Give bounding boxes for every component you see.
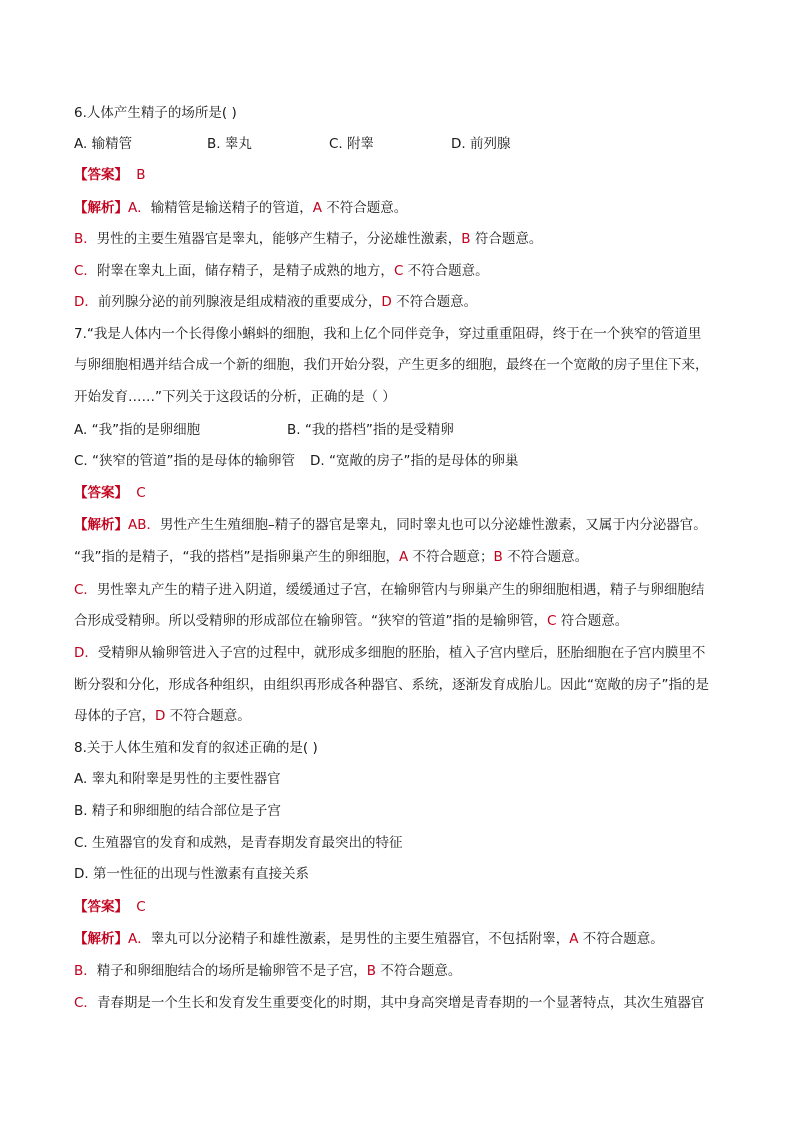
q6-option-a: A. 输精管 (74, 136, 133, 152)
analysis-option-ref: A (398, 549, 409, 565)
analysis-option: C． (74, 263, 97, 279)
analysis-text: 男性产生生殖细胞–精子的器官是睾丸，同时睾丸也可以分泌雄性激素，又属于内分泌器官。 (160, 517, 707, 533)
analysis-option-ref: C (393, 263, 404, 279)
q6-analysis-d (74, 292, 477, 312)
analysis-label: 【解析】 (74, 200, 128, 216)
analysis-text-tail: 不符合题意。 (403, 263, 489, 279)
q6-option-c: C. 附睾 (329, 136, 375, 152)
q8-option-d: D. 第一性征的出现与性激素有直接关系 (74, 866, 309, 882)
analysis-option: B． (74, 963, 97, 979)
q7-option-d: D. “宽敞的房子”指的是母体的卵巢 (310, 453, 519, 469)
q8-analysis-c (74, 993, 704, 1013)
analysis-text: 受精卵从输卵管进入子宫的过程中，就形成多细胞的胚胎，植入子宫内壁后，胚胎细胞在子宫内膜里不 (97, 645, 706, 661)
q7-option-b: B. “我的搭档”指的是受精卵 (287, 422, 454, 438)
analysis-label: 【解析】 (74, 517, 128, 533)
analysis-option: A． (128, 200, 151, 216)
analysis-text: 母体的子宫， (74, 708, 155, 724)
question-7-stem-line-2: 与卵细胞相遇并结合成一个新的细胞，我们开始分裂，产生更多的细胞，最终在一个宽敞的房子里住下来， (74, 357, 709, 373)
analysis-option: D． (74, 294, 98, 310)
analysis-text-tail: 不符合题意。 (376, 963, 462, 979)
question-6-stem: 6.人体产生精子的场所是( ) (74, 105, 237, 121)
answer-value: C (136, 899, 146, 915)
q6-answer (74, 165, 146, 185)
q6-option-b: B. 睾丸 (207, 136, 252, 152)
analysis-text-tail: 不符合题意。 (502, 549, 589, 565)
analysis-text: 前列腺分泌的前列腺液是组成精液的重要成分， (97, 294, 382, 310)
analysis-option-ref: B (366, 963, 377, 979)
q6-analysis-b (74, 229, 542, 249)
analysis-text-tail: 不符合题意。 (391, 294, 478, 310)
q6-option-d: D. 前列腺 (451, 136, 511, 152)
q7-answer (74, 483, 146, 503)
analysis-option-ref: A (569, 931, 579, 947)
analysis-text: 男性睾丸产生的精子进入阴道，缓缓通过子宫，在输卵管内与卵巢产生的卵细胞相遇，精子与卵细胞结 (96, 582, 705, 598)
answer-value: C (136, 485, 146, 501)
analysis-text: 男性的主要生殖器官是睾丸，能够产生精子，分泌雄性激素， (96, 231, 462, 247)
q7-option-a: A. “我”指的是卵细胞 (74, 422, 201, 438)
question-7-stem-line-3: 开始发育……”下列关于这段话的分析，正确的是（ ） (74, 389, 396, 405)
analysis-text: 输精管是输送精子的管道， (150, 200, 313, 216)
q8-analysis-a (74, 929, 664, 949)
question-7-stem-line-1: 7.“我是人体内一个长得像小蝌蚪的细胞，我和上亿个同伴竞争，穿过重重阻碍，终于在一个狭窄的管道里 (74, 326, 702, 342)
answer-value: B (136, 167, 146, 183)
q7-analysis-d-line-2: 断分裂和分化，形成各种组织，由组织再形成各种器官、系统，逐渐发育成胎儿。因此“宽敞的房子”指的是 (74, 677, 709, 693)
q8-analysis-b (74, 961, 461, 981)
q8-option-a: A. 睾丸和附睾是男性的主要性器官 (74, 771, 281, 787)
q6-analysis-c (74, 261, 489, 281)
analysis-text-tail: 符合题意。 (470, 231, 543, 247)
analysis-option: AB． (128, 517, 160, 533)
analysis-option: C． (74, 582, 97, 598)
analysis-text-tail: 符合题意。 (556, 613, 629, 629)
q7-analysis-d-line-1 (74, 643, 705, 663)
analysis-option: D． (74, 645, 98, 661)
analysis-option: C． (74, 995, 97, 1011)
analysis-text-tail: 不符合题意。 (578, 931, 664, 947)
question-8-stem: 8.关于人体生殖和发育的叙述正确的是( ) (74, 740, 318, 756)
analysis-label: 【解析】 (74, 931, 128, 947)
q7-analysis-ab-line-2 (74, 547, 588, 567)
analysis-option-ref: D (381, 294, 392, 310)
q8-option-b: B. 精子和卵细胞的结合部位是子宫 (74, 803, 281, 819)
q7-analysis-ab-line-1 (74, 515, 707, 535)
analysis-text-tail: 不符合题意； (408, 549, 494, 565)
q6-analysis-a (74, 198, 407, 218)
answer-label: 【答案】 (74, 485, 128, 501)
q7-option-c: C. “狭窄的管道”指的是母体的输卵管 (74, 453, 295, 469)
analysis-text: 青春期是一个生长和发育发生重要变化的时期，其中身高突增是青春期的一个显著特点，其次生殖器官 (96, 995, 705, 1011)
q7-analysis-d-line-3 (74, 706, 251, 726)
analysis-option-ref: B (493, 549, 503, 565)
analysis-text: 精子和卵细胞结合的场所是输卵管不是子宫， (96, 963, 367, 979)
q7-analysis-c-line-2 (74, 611, 628, 631)
analysis-text: 合形成受精卵。所以受精卵的形成部位在输卵管。“狭窄的管道”指的是输卵管， (74, 613, 547, 629)
analysis-text: 睾丸可以分泌精子和雄性激素，是男性的主要生殖器官，不包括附睾， (150, 931, 570, 947)
analysis-option: A． (128, 931, 151, 947)
analysis-option-ref: B (461, 231, 471, 247)
analysis-option-ref: C (547, 613, 557, 629)
analysis-option: B． (74, 231, 97, 247)
analysis-option-ref: A (312, 200, 322, 216)
analysis-text-tail: 不符合题意。 (165, 708, 251, 724)
q7-analysis-c-line-1 (74, 580, 704, 600)
analysis-text: “我”指的是精子，“我的搭档”是指卵巢产生的卵细胞， (74, 549, 399, 565)
analysis-text: 附睾在睾丸上面，储存精子，是精子成熟的地方， (96, 263, 394, 279)
answer-label: 【答案】 (74, 167, 128, 183)
q8-option-c: C. 生殖器官的发育和成熟，是青春期发育最突出的特征 (74, 835, 403, 851)
answer-label: 【答案】 (74, 899, 128, 915)
analysis-option-ref: D (155, 708, 166, 724)
q8-answer (74, 897, 146, 917)
analysis-text-tail: 不符合题意。 (322, 200, 408, 216)
